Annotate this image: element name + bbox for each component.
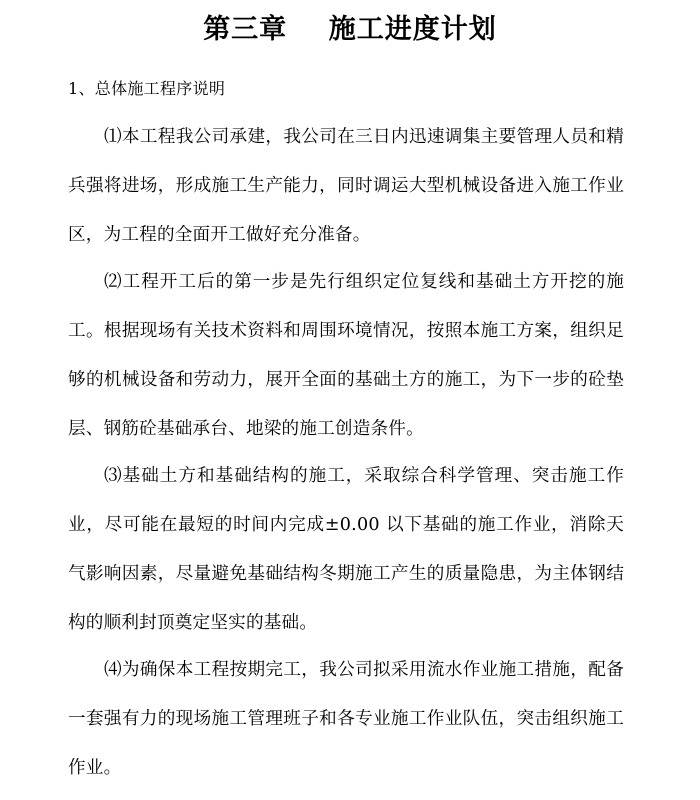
- paragraph-4: ⑷为确保本工程按期完工，我公司拟采用流水作业施工措施，配备一套强有力的现场施工管理班子和各专业施工作业队伍，突击组织施工作业。: [68, 660, 624, 778]
- paragraph-2: ⑵工程开工后的第一步是先行组织定位复线和基础土方开挖的施工。根据现场有关技术资料和周围环境情况，按照本施工方案，组织足够的机械设备和劳动力，展开全面的基础土方的施工，为下一步的砼垫层、钢筋砼基础承台、地梁的施工创造条件。: [68, 272, 624, 439]
- chapter-title: 第三章 施工进度计划: [203, 14, 497, 45]
- paragraph-1: ⑴本工程我公司承建，我公司在三日内迅速调集主要管理人员和精兵强将进场，形成施工生产能力，同时调运大型机械设备进入施工作业区，为工程的全面开工做好充分准备。: [68, 127, 624, 245]
- section-heading: 1、总体施工程序说明: [68, 79, 226, 98]
- paragraph-3: ⑶基础土方和基础结构的施工，采取综合科学管理、突击施工作业，尽可能在最短的时间内完成±0.00 以下基础的施工作业，消除天气影响因素，尽量避免基础结构冬期施工产生的质量隐患，为主体钢结构的顺利封顶奠定坚实的基础。: [68, 466, 624, 633]
